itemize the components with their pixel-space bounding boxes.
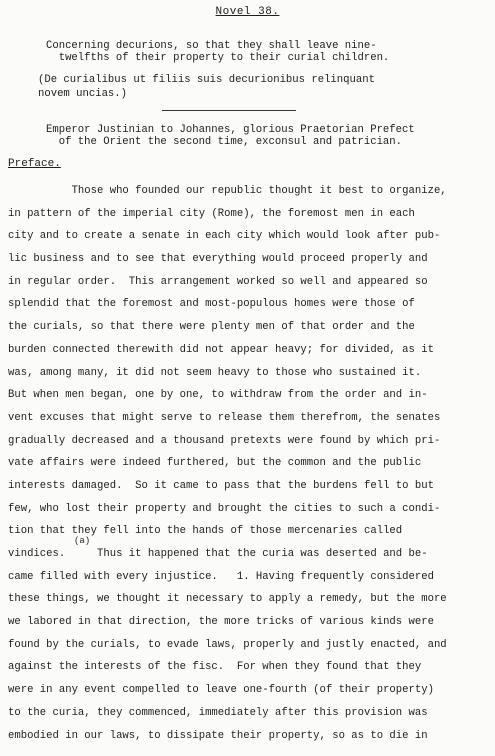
text-line: in pattern of the imperial city (Rome), the foremost men in each (8, 207, 415, 220)
text-line: the curials, so that there were plenty men of that order and the (8, 321, 415, 334)
text-line: gradually decreased and a thousand pretexts were found by which pri- (8, 434, 441, 447)
text-line: lic business and to see that everything would proceed properly and (8, 253, 428, 266)
text-line: vate affairs were indeed furthered, but the common and the public (8, 457, 422, 470)
text-line: embodied in our laws, to dissipate their property, so as to die in (8, 729, 428, 742)
text-line: in regular order. This arrangement worked so well and appeared so (8, 275, 428, 288)
text-line: we labored in that direction, the more tricks of various kinds were (8, 616, 434, 629)
latin-heading: (De curialibus ut filiis suis decurionibus relinquant novem uncias.) (38, 74, 375, 100)
footnote-marker: (a) (74, 536, 91, 546)
novel-title: Novel 38. (215, 6, 280, 18)
text-line: splendid that the foremost and most-populous homes were those of (8, 298, 415, 311)
text-line: to the curia, they commenced, immediately after this provision was (8, 706, 428, 719)
text-line: were in any event compelled to leave one-fourth (of their property) (8, 684, 434, 697)
text-line: was, among many, it did not seem heavy to those who sustained it. (8, 366, 422, 379)
text-line: found by the curials, to evade laws, properly and justly enacted, and (8, 638, 447, 651)
section-divider (162, 110, 296, 111)
text-line: tion that they fell into the hands of those mercenaries called (8, 525, 403, 538)
text-line: interests damaged. So it came to pass that the burdens fell to but (8, 479, 434, 492)
imperial-address: Emperor Justinian to Johannes, glorious Praetorian Prefect of the Orient the second time, exconsul and patrician. (46, 124, 415, 148)
text-line: few, who lost their property and brought the cities to such a condi- (8, 502, 441, 515)
text-line: against the interests of the fisc. For when they found that they (8, 661, 422, 674)
text-line: burden connected therewith did not appear heavy; for divided, as it (8, 343, 434, 356)
text-line: came filled with every injustice. 1. Having frequently considered (8, 570, 434, 583)
chapter-summary: Concerning decurions, so that they shall leave nine- twelfths of their property to their curial children. (46, 40, 390, 64)
preface-heading: Preface. (8, 158, 61, 170)
text-line: But when men began, one by one, to withdraw from the order and in- (8, 389, 428, 402)
text-line: vindices. Thus it happened that the curia was deserted and be- (8, 548, 428, 560)
text-line: these things, we thought it necessary to apply a remedy, but the more (8, 593, 447, 606)
preface-body (8, 180, 488, 747)
text-line: vent excuses that might serve to release them therefrom, the senates (8, 411, 441, 424)
text-line: Those who founded our republic thought it best to organize, (8, 185, 447, 197)
text-line: city and to create a senate in each city which would look after pub- (8, 230, 441, 243)
